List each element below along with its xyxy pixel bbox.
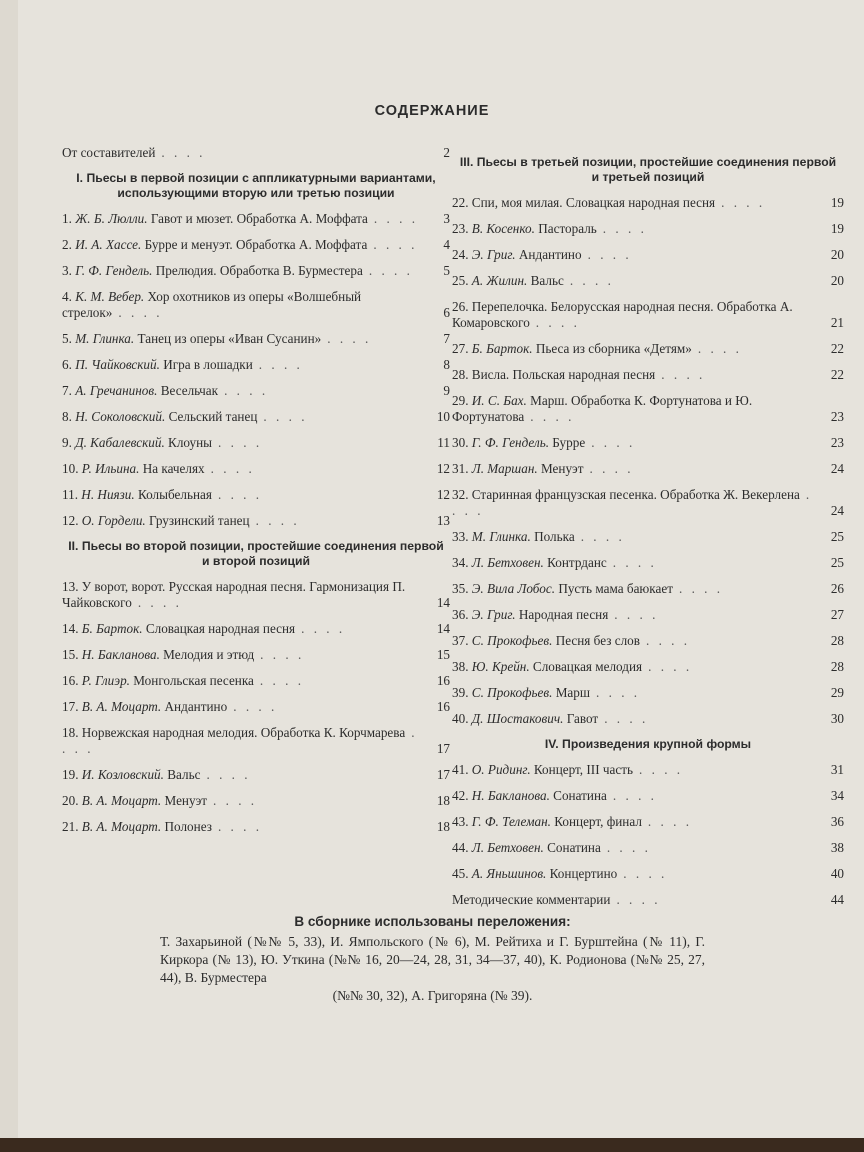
entry-number: 7. — [62, 383, 72, 398]
toc-entry — [452, 555, 844, 571]
entry-title: Методические комментарии — [452, 892, 611, 907]
entry-page-number: 7 — [443, 331, 450, 346]
entry-title: Словацкая народная песня — [145, 621, 296, 636]
entry-author: Б. Барток. — [81, 621, 143, 636]
leader-dots: . . . . — [218, 435, 263, 450]
page-title: СОДЕРЖАНИЕ — [374, 103, 490, 119]
leader-dots: . . . . — [118, 305, 163, 320]
entry-title: Вальс — [530, 273, 564, 288]
entry-page-number: 6 — [443, 305, 450, 320]
entry-number: 45. — [452, 866, 469, 881]
leader-dots: . . . . — [623, 866, 668, 881]
entry-number: 18. — [62, 725, 79, 740]
entry-page-number: 24 — [830, 503, 844, 518]
entry-author: Д. Кабалевский. — [75, 435, 165, 450]
credits-block — [160, 913, 705, 1005]
leader-dots: . . . . — [263, 409, 308, 424]
entry-page-number: 22 — [830, 367, 844, 382]
leader-dots: . . . . — [616, 892, 661, 907]
entry-author: Э. Григ. — [471, 607, 516, 622]
entry-page-number: 3 — [443, 211, 450, 226]
entry-author: П. Чайковский. — [75, 357, 160, 372]
entry-page-number: 25 — [830, 529, 844, 544]
entry-title: Хор охотников из оперы «Волшебный стрелок» — [62, 289, 362, 320]
entry-page-number: 31 — [830, 762, 844, 777]
entry-number: 2. — [62, 237, 72, 252]
entry-author: Н. Ниязи. — [81, 487, 135, 502]
toc-entry — [62, 409, 450, 425]
entry-title: Колыбельная — [138, 487, 212, 502]
leader-dots: . . . . — [614, 607, 659, 622]
entry-author: А. Яньшинов. — [471, 866, 547, 881]
entry-number: 42. — [452, 788, 469, 803]
entry-page-number: 19 — [830, 195, 844, 210]
entry-number: 32. — [452, 487, 469, 502]
entry-title: Полонез — [164, 819, 212, 834]
entry-page-number: 14 — [436, 595, 450, 610]
entry-title: Монгольская песенка — [133, 673, 254, 688]
entry-page-number: 28 — [830, 659, 844, 674]
entry-author: А. Гречанинов. — [75, 383, 158, 398]
leader-dots: . . . . — [217, 487, 263, 502]
entry-number: 29. — [452, 393, 469, 408]
leader-dots: . . . . — [661, 367, 706, 382]
leader-dots: . . . . — [645, 633, 691, 648]
entry-author: Н. Бакланова. — [471, 788, 550, 803]
entry-author: Л. Бетховен. — [471, 555, 544, 570]
leader-dots: . . . . — [589, 461, 634, 476]
toc-entry — [62, 331, 450, 347]
toc-entry — [452, 711, 844, 727]
entry-number: 11. — [62, 487, 78, 502]
entry-title: Вальс — [167, 767, 201, 782]
toc-entry — [452, 685, 844, 701]
entry-author: М. Глинка. — [471, 529, 531, 544]
entry-author: О. Ридинг. — [471, 762, 531, 777]
toc-entry — [62, 435, 450, 451]
leader-dots: . . . . — [604, 711, 649, 726]
entry-page-number: 20 — [830, 273, 844, 288]
entry-title: Норвежская народная мелодия. Обработка К. Корчмарева — [81, 725, 406, 740]
entry-page-number: 8 — [443, 357, 450, 372]
entry-number: 16. — [62, 673, 79, 688]
entry-page-number: 12 — [436, 487, 450, 502]
entry-number: 21. — [62, 819, 79, 834]
entry-author: Р. Ильина. — [81, 461, 140, 476]
entry-title: Бурре и менуэт. Обработка А. Моффата — [144, 237, 368, 252]
leader-dots: . . . . — [587, 247, 632, 262]
entry-author: Г. Ф. Гендель. — [75, 263, 153, 278]
entry-number: 37. — [452, 633, 469, 648]
leader-dots: . . . . — [647, 814, 692, 829]
entry-author: С. Прокофьев. — [471, 685, 553, 700]
entry-number: 40. — [452, 711, 469, 726]
entry-number: 28. — [452, 367, 469, 382]
entry-title: Сонатина — [547, 840, 601, 855]
entry-title: Сельский танец — [168, 409, 258, 424]
entry-number: 5. — [62, 331, 72, 346]
entry-title: Марш. Обработка К. Фортунатова и Ю. Фортунатова — [452, 393, 753, 424]
entry-author: В. А. Моцарт. — [81, 699, 162, 714]
toc-entry — [62, 357, 450, 373]
entry-title: Концерт, финал — [554, 814, 642, 829]
section-heading: II. Пьесы во второй позиции, простейшие соединения первой и второй позиций — [68, 539, 444, 568]
entry-title: Танец из оперы «Иван Сусанин» — [137, 331, 322, 346]
entry-title: Контрданс — [547, 555, 607, 570]
entry-author: Г. Ф. Гендель. — [471, 435, 549, 450]
entry-title: Спи, моя милая. Словацкая народная песня — [471, 195, 716, 210]
entry-page-number: 19 — [830, 221, 844, 236]
entry-page-number: 34 — [830, 788, 844, 803]
toc-entry — [452, 581, 844, 597]
entry-page-number: 17 — [436, 767, 450, 782]
entry-author: А. Жилин. — [471, 273, 528, 288]
leader-dots: . . . . — [206, 767, 251, 782]
entry-title: Концерт, III часть — [533, 762, 633, 777]
entry-page-number: 16 — [436, 699, 450, 714]
leader-dots: . . . . — [569, 273, 614, 288]
leader-dots: . . . . — [260, 647, 305, 662]
entry-number: 19. — [62, 767, 79, 782]
leader-dots: . . . . — [137, 595, 182, 610]
leader-dots: . . . . — [602, 221, 647, 236]
leader-dots: . . . . — [373, 237, 418, 252]
entry-number: 34. — [452, 555, 469, 570]
leader-dots: . . . . — [535, 315, 580, 330]
toc-entry — [62, 513, 450, 529]
section-heading: IV. Произведения крупной формы — [544, 737, 752, 751]
leader-dots: . . . . — [259, 673, 304, 688]
toc-entry — [452, 341, 844, 357]
toc-entry — [452, 892, 844, 908]
entry-number: 35. — [452, 581, 469, 596]
entry-number: 20. — [62, 793, 79, 808]
credits-text — [160, 933, 705, 1005]
leader-dots: . . . . — [368, 263, 413, 278]
leader-dots: . . . . — [224, 383, 269, 398]
entry-author: Л. Бетховен. — [471, 840, 544, 855]
entry-page-number: 5 — [443, 263, 450, 278]
entry-page-number: 13 — [436, 513, 450, 528]
entry-number: 33. — [452, 529, 469, 544]
entry-author: И. Козловский. — [81, 767, 164, 782]
entry-author: С. Прокофьев. — [471, 633, 553, 648]
toc-entry — [62, 579, 450, 611]
leader-dots: . . . . — [697, 341, 742, 356]
toc-entry — [452, 788, 844, 804]
leader-dots: . . . . — [233, 699, 278, 714]
leader-dots: . . . . — [612, 555, 657, 570]
entry-author: Н. Бакланова. — [81, 647, 160, 662]
section-heading: III. Пьесы в третьей позиции, простейшие соединения первой и третьей позиций — [459, 155, 837, 184]
entry-page-number: 18 — [436, 819, 450, 834]
entry-number: 3. — [62, 263, 72, 278]
entry-title: Клоуны — [168, 435, 213, 450]
entry-number: 14. — [62, 621, 79, 636]
entry-page-number: 18 — [436, 793, 450, 808]
credits-text-main: Т. Захарьиной (№№ 5, 33), И. Ямпольского (№ 6), М. Рейтиха и Г. Бурштейна (№ 11), Г. Киркора (№ 13), Ю. Уткина (№№ 16, 20—24, 28, 31, 34—37, 40), К. Родионова (№№ 25, 27, 44), В. Бурместера — [160, 934, 705, 985]
entry-page-number: 21 — [830, 315, 844, 330]
entry-page-number: 40 — [830, 866, 844, 881]
leader-dots: . . . . — [258, 357, 303, 372]
toc-entry — [452, 529, 844, 545]
toc-entry — [452, 195, 844, 211]
entry-page-number: 44 — [830, 892, 844, 907]
entry-number: 44. — [452, 840, 469, 855]
entry-author: М. Глинка. — [75, 331, 135, 346]
entry-page-number: 2 — [443, 145, 450, 160]
toc-entry — [452, 247, 844, 263]
entry-title: Гавот и мюзет. Обработка А. Моффата — [150, 211, 368, 226]
entry-author: В. А. Моцарт. — [81, 819, 162, 834]
toc-entry — [62, 383, 450, 399]
entry-title: Марш — [555, 685, 591, 700]
toc-entry — [452, 221, 844, 237]
entry-page-number: 38 — [830, 840, 844, 855]
leader-dots: . . . . — [62, 725, 418, 756]
toc-entry — [62, 767, 450, 783]
entry-number: 30. — [452, 435, 469, 450]
entry-page-number: 4 — [443, 237, 450, 252]
entry-author: Г. Ф. Телеман. — [471, 814, 551, 829]
entry-number: 8. — [62, 409, 72, 424]
entry-title: Полька — [534, 529, 575, 544]
entry-author: Э. Григ. — [471, 247, 516, 262]
entry-title: Бурре — [552, 435, 586, 450]
toc-entry — [62, 699, 450, 715]
entry-title: Пусть мама баюкает — [558, 581, 673, 596]
entry-title: Гавот — [566, 711, 599, 726]
entry-page-number: 20 — [830, 247, 844, 262]
toc-entry — [62, 263, 450, 279]
toc-entry — [452, 659, 844, 675]
toc-entry — [62, 621, 450, 637]
entry-title: Мелодия и этюд — [163, 647, 255, 662]
leader-dots: . . . . — [373, 211, 418, 226]
entry-page-number: 25 — [830, 555, 844, 570]
toc-entry — [452, 762, 844, 778]
entry-title: Грузинский танец — [149, 513, 250, 528]
entry-author: Ю. Крейн. — [471, 659, 530, 674]
entry-page-number: 15 — [436, 647, 450, 662]
entry-title: Прелюдия. Обработка В. Бурместера — [155, 263, 363, 278]
entry-number: 10. — [62, 461, 79, 476]
entry-title: Народная песня — [518, 607, 609, 622]
toc-entry — [452, 814, 844, 830]
leader-dots: . . . . — [217, 819, 263, 834]
leader-dots: . . . . — [210, 461, 255, 476]
entry-number: 43. — [452, 814, 469, 829]
entry-author: И. С. Бах. — [471, 393, 527, 408]
leader-dots: . . . . — [639, 762, 684, 777]
entry-number: 6. — [62, 357, 72, 372]
entry-author: Б. Барток. — [471, 341, 533, 356]
entry-title: Старинная французская песенка. Обработка Ж. Векерлена — [471, 487, 800, 502]
entry-page-number: 11 — [437, 435, 450, 450]
leader-dots: . . . . — [255, 513, 300, 528]
entry-page-number: 26 — [830, 581, 844, 596]
leader-dots: . . . . — [530, 409, 575, 424]
entry-number: 39. — [452, 685, 469, 700]
leader-dots: . . . . — [580, 529, 625, 544]
entry-author: Ж. Б. Люлли. — [75, 211, 148, 226]
entry-page-number: 17 — [436, 741, 450, 756]
leader-dots: . . . . — [213, 793, 258, 808]
entry-number: 22. — [452, 195, 469, 210]
entry-author: В. А. Моцарт. — [81, 793, 162, 808]
entry-title: Висла. Польская народная песня — [471, 367, 656, 382]
toc-entry — [452, 461, 844, 477]
entry-title: Игра в лошадки — [163, 357, 253, 372]
leader-dots: . . . . — [591, 435, 636, 450]
toc-left-column — [62, 145, 450, 845]
toc-entry — [62, 145, 450, 161]
entry-title: Пастораль — [538, 221, 597, 236]
toc-entry — [452, 273, 844, 289]
entry-author: Н. Соколовский. — [75, 409, 166, 424]
entry-page-number: 9 — [443, 383, 450, 398]
toc-entry — [452, 866, 844, 882]
entry-page-number: 12 — [436, 461, 450, 476]
toc-entry — [62, 461, 450, 477]
entry-title: Менуэт — [540, 461, 584, 476]
entry-page-number: 16 — [436, 673, 450, 688]
toc-entry — [452, 435, 844, 451]
credits-text-last: (№№ 30, 32), А. Григоряна (№ 39). — [332, 988, 533, 1003]
entry-number: 24. — [452, 247, 469, 262]
leader-dots: . . . . — [721, 195, 766, 210]
toc-entry — [452, 607, 844, 623]
leader-dots: . . . . — [327, 331, 372, 346]
toc-entry — [452, 299, 844, 331]
entry-number: 41. — [452, 762, 469, 777]
entry-page-number: 27 — [830, 607, 844, 622]
entry-page-number: 14 — [436, 621, 450, 636]
toc-entry — [62, 819, 450, 835]
entry-number: 23. — [452, 221, 469, 236]
entry-title: Пьеса из сборника «Детям» — [535, 341, 692, 356]
entry-author: К. М. Вебер. — [75, 289, 145, 304]
entry-number: 4. — [62, 289, 72, 304]
toc-entry — [452, 367, 844, 383]
entry-title: Концертино — [549, 866, 618, 881]
entry-number: 1. — [62, 211, 72, 226]
entry-title: От составителей — [62, 145, 156, 160]
entry-title: Сонатина — [553, 788, 607, 803]
entry-number: 38. — [452, 659, 469, 674]
toc-entry — [62, 793, 450, 809]
toc-entry — [452, 487, 844, 519]
entry-author: Р. Глиэр. — [81, 673, 130, 688]
entry-title: Весельчак — [160, 383, 219, 398]
toc-entry — [62, 725, 450, 757]
toc-entry — [452, 633, 844, 649]
entry-title: Песня без слов — [555, 633, 640, 648]
entry-number: 31. — [452, 461, 469, 476]
entry-number: 15. — [62, 647, 79, 662]
entry-number: 13. — [62, 579, 79, 594]
entry-page-number: 29 — [830, 685, 844, 700]
leader-dots: . . . . — [452, 487, 813, 518]
entry-number: 12. — [62, 513, 79, 528]
table-surface — [0, 1138, 864, 1152]
entry-number: 27. — [452, 341, 469, 356]
toc-entry — [452, 840, 844, 856]
entry-number: 26. — [452, 299, 469, 314]
entry-author: Д. Шостакович. — [471, 711, 564, 726]
entry-number: 25. — [452, 273, 469, 288]
leader-dots: . . . . — [678, 581, 724, 596]
leader-dots: . . . . — [606, 840, 651, 855]
entry-title: У ворот, ворот. Русская народная песня. Гармонизация П. Чайковского — [62, 579, 406, 610]
entry-title: Менуэт — [164, 793, 208, 808]
toc-entry — [452, 393, 844, 425]
entry-author: И. А. Хассе. — [75, 237, 142, 252]
entry-title: Андантино — [164, 699, 228, 714]
entry-number: 36. — [452, 607, 469, 622]
entry-page-number: 10 — [436, 409, 450, 424]
entry-page-number: 30 — [830, 711, 844, 726]
toc-entry — [62, 487, 450, 503]
leader-dots: . . . . — [596, 685, 641, 700]
toc-entry — [62, 211, 450, 227]
entry-number: 17. — [62, 699, 79, 714]
leader-dots: . . . . — [612, 788, 657, 803]
entry-title: Словацкая мелодия — [532, 659, 643, 674]
entry-title: Перепелочка. Белорусская народная песня. Обработка А. Комаровского — [452, 299, 793, 330]
entry-author: В. Косенко. — [471, 221, 535, 236]
credits-title: В сборнике использованы переложения: — [294, 914, 571, 929]
entry-page-number: 22 — [830, 341, 844, 356]
toc-entry — [62, 237, 450, 253]
toc-entry — [62, 673, 450, 689]
entry-author: О. Гордели. — [81, 513, 146, 528]
toc-right-column — [452, 145, 844, 918]
entry-page-number: 36 — [830, 814, 844, 829]
leader-dots: . . . . — [648, 659, 693, 674]
entry-author: Л. Маршан. — [471, 461, 538, 476]
leader-dots: . . . . — [301, 621, 346, 636]
entry-number: 9. — [62, 435, 72, 450]
section-heading: I. Пьесы в первой позиции с аппликатурными вариантами, использующими вторую или третью позиции — [76, 171, 436, 200]
toc-entry — [62, 289, 450, 321]
entry-page-number: 23 — [830, 409, 844, 424]
entry-page-number: 23 — [830, 435, 844, 450]
entry-author: Э. Вила Лобос. — [471, 581, 556, 596]
entry-title: Андантино — [518, 247, 582, 262]
leader-dots: . . . . — [161, 145, 206, 160]
entry-page-number: 28 — [830, 633, 844, 648]
toc-entry — [62, 647, 450, 663]
entry-page-number: 24 — [830, 461, 844, 476]
entry-title: На качелях — [142, 461, 205, 476]
